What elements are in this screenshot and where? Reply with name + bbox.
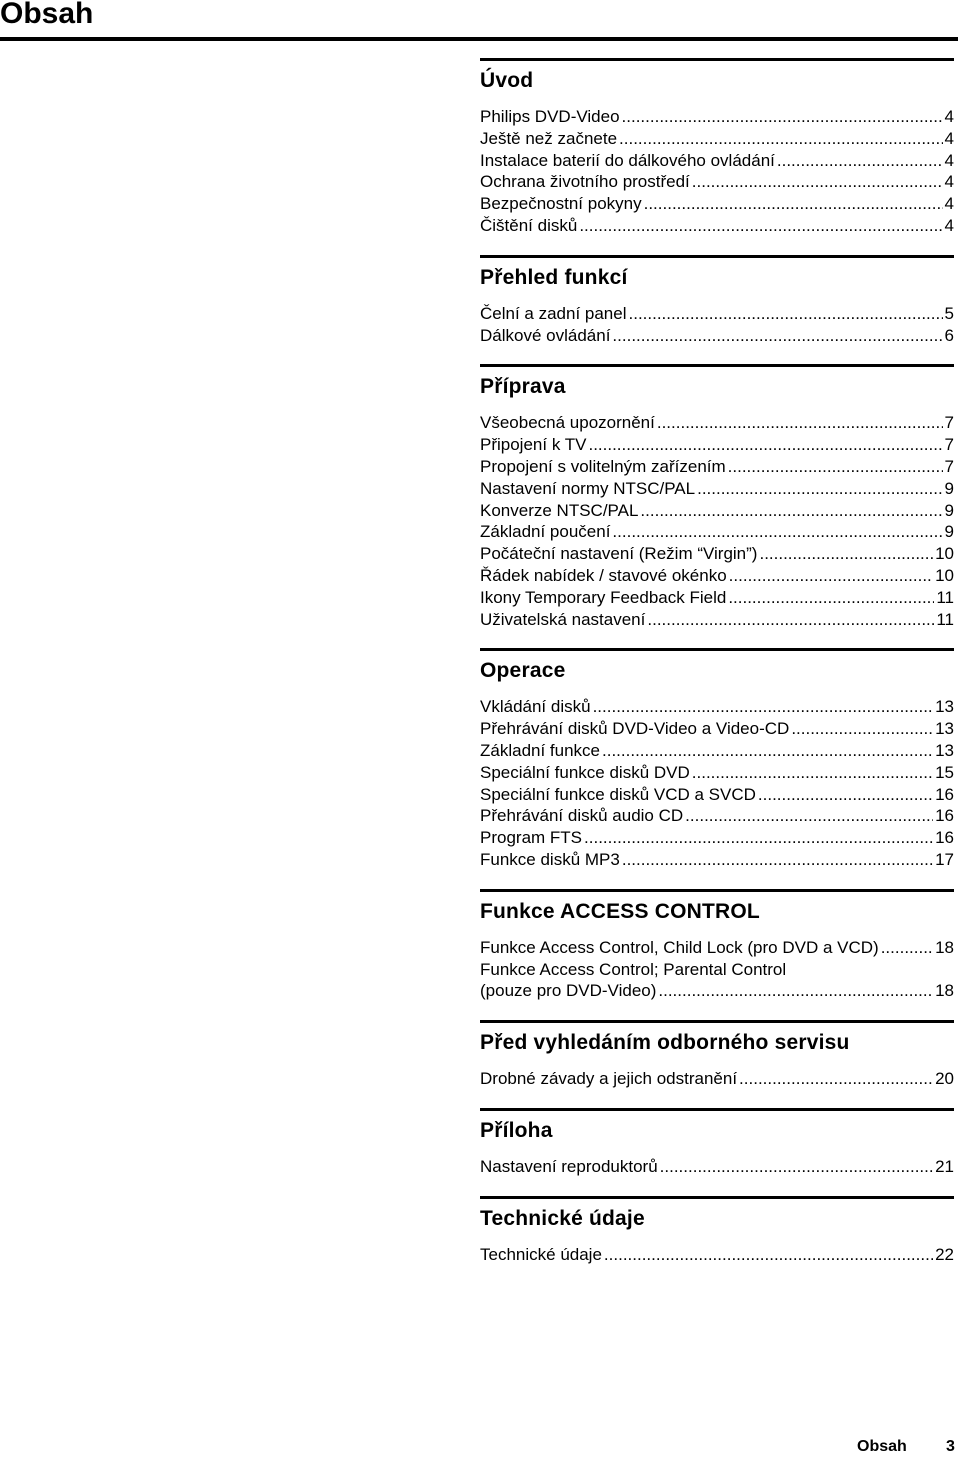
toc-entry[interactable]	[480, 849, 954, 871]
entry-page: 9	[944, 500, 954, 520]
title-rule	[0, 37, 958, 41]
entry-label: Propojení s volitelným zařízením	[480, 456, 726, 476]
section-entries	[480, 1244, 954, 1266]
section-entries	[480, 106, 954, 237]
toc-section-priloha	[480, 1108, 954, 1178]
section-entries	[480, 937, 954, 1002]
dot-leader	[612, 325, 942, 347]
dot-leader	[758, 784, 933, 806]
toc-entry[interactable]	[480, 587, 954, 609]
entry-label: Funkce Access Control, Child Lock (pro DVD a VCD)	[480, 937, 879, 957]
entry-page: 11	[936, 587, 954, 607]
toc-entry[interactable]	[480, 980, 954, 1002]
entry-label: Ochrana životního prostředí	[480, 172, 690, 192]
dot-leader	[588, 434, 942, 456]
entry-page: 4	[944, 150, 954, 170]
entry-label: Program FTS	[480, 828, 583, 848]
dot-leader	[660, 1156, 933, 1178]
entry-label: Bezpečnostní pokyny	[480, 194, 642, 214]
dot-leader	[881, 937, 933, 959]
page-title: Obsah	[0, 0, 94, 30]
entry-label: Všeobecná upozornění	[480, 413, 655, 433]
entry-label: Dálkové ovládání	[480, 325, 611, 345]
toc-entry[interactable]	[480, 150, 954, 172]
entry-page: 7	[944, 435, 954, 455]
entry-page: 9	[944, 478, 954, 498]
section-entries	[480, 1156, 954, 1178]
entry-label: Vkládání disků	[480, 697, 591, 717]
dot-leader	[640, 500, 942, 522]
dot-leader	[644, 193, 943, 215]
toc-entry[interactable]	[480, 543, 954, 565]
entry-label: Drobné závady a jejich odstranění	[480, 1069, 738, 1089]
toc-entry[interactable]	[480, 718, 954, 740]
dot-leader	[604, 1244, 933, 1266]
toc-entry[interactable]	[480, 784, 954, 806]
entry-label: Přehrávání disků audio CD	[480, 806, 684, 826]
entry-page: 16	[935, 828, 954, 848]
entry-page: 4	[944, 172, 954, 192]
entry-label: Přehrávání disků DVD-Video a Video-CD	[480, 719, 790, 739]
toc-section-operace	[480, 648, 954, 870]
entry-label: Instalace baterií do dálkového ovládání	[480, 150, 775, 170]
section-title: Technické údaje	[480, 1206, 645, 1230]
entry-page: 17	[935, 849, 954, 869]
entry-page: 4	[944, 215, 954, 235]
toc-entry[interactable]	[480, 128, 954, 150]
entry-page: 13	[935, 740, 954, 760]
section-title: Přehled funkcí	[480, 265, 628, 289]
table-of-contents	[480, 58, 954, 1266]
toc-entry[interactable]	[480, 827, 954, 849]
dot-leader	[692, 171, 943, 193]
entry-label: Čištění disků	[480, 215, 578, 235]
toc-entry[interactable]	[480, 303, 954, 325]
dot-leader	[622, 106, 943, 128]
toc-section-servis	[480, 1020, 954, 1090]
entry-page: 11	[936, 609, 954, 629]
entry-label: Základní poučení	[480, 522, 611, 542]
toc-entry[interactable]	[480, 106, 954, 128]
toc-entry[interactable]	[480, 193, 954, 215]
dot-leader	[584, 827, 933, 849]
entry-page: 20	[935, 1069, 954, 1089]
section-title: Operace	[480, 659, 566, 683]
entry-page: 7	[944, 456, 954, 476]
toc-entry[interactable]	[480, 434, 954, 456]
section-title: Příloha	[480, 1118, 553, 1142]
footer-label: Obsah	[857, 1438, 907, 1455]
dot-leader	[658, 980, 933, 1002]
entry-label: Ikony Temporary Feedback Field	[480, 587, 727, 607]
section-title: Úvod	[480, 69, 534, 92]
toc-entry[interactable]	[480, 325, 954, 347]
dot-leader	[622, 849, 933, 871]
toc-entry[interactable]	[480, 565, 954, 587]
entry-page: 9	[944, 522, 954, 542]
section-entries	[480, 303, 954, 347]
entry-page: 13	[935, 697, 954, 717]
entry-label: Připojení k TV	[480, 435, 587, 455]
dot-leader	[685, 805, 933, 827]
entry-page: 4	[944, 107, 954, 126]
entry-label: Počáteční nastavení (Režim “Virgin”)	[480, 544, 758, 564]
toc-entry[interactable]	[480, 805, 954, 827]
section-title: Funkce ACCESS CONTROL	[480, 899, 760, 923]
entry-page: 6	[944, 325, 954, 345]
dot-leader	[739, 1068, 933, 1090]
toc-section-access-control	[480, 889, 954, 1002]
dot-leader	[657, 412, 943, 434]
entry-label: Uživatelská nastavení	[480, 609, 646, 629]
section-entries	[480, 696, 954, 870]
dot-leader	[697, 478, 942, 500]
section-entries	[480, 1068, 954, 1090]
dot-leader	[602, 740, 933, 762]
footer-page-number: 3	[946, 1438, 955, 1455]
entry-page: 7	[944, 413, 954, 433]
dot-leader	[728, 456, 943, 478]
toc-entry[interactable]	[480, 696, 954, 718]
dot-leader	[729, 565, 933, 587]
toc-entry[interactable]	[480, 762, 954, 784]
entry-label: (pouze pro DVD-Video)	[480, 981, 657, 1001]
toc-entry[interactable]	[480, 500, 954, 522]
entry-page: 21	[935, 1156, 954, 1176]
section-title: Před vyhledáním odborného servisu	[480, 1031, 850, 1055]
entry-page: 16	[935, 806, 954, 826]
dot-leader	[593, 696, 934, 718]
toc-section-technicke-udaje	[480, 1196, 954, 1266]
entry-label: Čelní a zadní panel	[480, 303, 627, 323]
entry-page: 10	[935, 565, 954, 585]
entry-label: Konverze NTSC/PAL	[480, 500, 639, 520]
toc-entry[interactable]	[480, 1068, 954, 1090]
toc-entry[interactable]	[480, 456, 954, 478]
toc-entry[interactable]	[480, 215, 954, 237]
toc-entry[interactable]	[480, 740, 954, 762]
dot-leader	[612, 521, 942, 543]
entry-label-line1[interactable]: Funkce Access Control; Parental Control	[480, 959, 787, 979]
dot-leader	[759, 543, 933, 565]
toc-entry[interactable]	[480, 1244, 954, 1266]
toc-entry[interactable]	[480, 521, 954, 543]
dot-leader	[629, 303, 943, 325]
entry-label: Nastavení reproduktorů	[480, 1156, 658, 1176]
dot-leader	[692, 762, 933, 784]
entry-page: 22	[935, 1244, 954, 1264]
toc-section-prehled-funkci	[480, 255, 954, 347]
entry-label: Philips DVD-Video	[480, 107, 620, 126]
entry-label: Řádek nabídek / stavové okénko	[480, 565, 727, 585]
dot-leader	[728, 587, 934, 609]
entry-page: 10	[935, 544, 954, 564]
entry-page: 15	[935, 762, 954, 782]
toc-section-uvod	[480, 58, 954, 237]
entry-page: 4	[944, 128, 954, 148]
toc-entry[interactable]	[480, 937, 954, 959]
entry-page: 5	[944, 303, 954, 323]
dot-leader	[647, 609, 934, 631]
entry-label: Nastavení normy NTSC/PAL	[480, 478, 696, 498]
dot-leader	[791, 718, 933, 740]
toc-entry[interactable]	[480, 609, 954, 631]
toc-section-priprava	[480, 364, 954, 630]
entry-page: 18	[935, 981, 954, 1001]
dot-leader	[619, 128, 943, 150]
page-footer	[857, 1437, 955, 1457]
dot-leader	[579, 215, 942, 237]
toc-entry[interactable]	[480, 1156, 954, 1178]
entry-label: Ještě než začnete	[480, 128, 618, 148]
section-entries	[480, 412, 954, 630]
entry-page: 16	[935, 784, 954, 804]
entry-page: 18	[935, 937, 954, 957]
dot-leader	[777, 150, 943, 172]
entry-page: 13	[935, 719, 954, 739]
entry-label: Technické údaje	[480, 1244, 602, 1264]
entry-label: Funkce disků MP3	[480, 849, 620, 869]
toc-entry[interactable]	[480, 412, 954, 434]
section-title: Příprava	[480, 375, 566, 399]
entry-label: Speciální funkce disků VCD a SVCD	[480, 784, 756, 804]
entry-page: 4	[944, 194, 954, 214]
entry-label: Základní funkce	[480, 740, 601, 760]
toc-entry[interactable]	[480, 478, 954, 500]
toc-entry[interactable]	[480, 171, 954, 193]
entry-label: Speciální funkce disků DVD	[480, 762, 690, 782]
